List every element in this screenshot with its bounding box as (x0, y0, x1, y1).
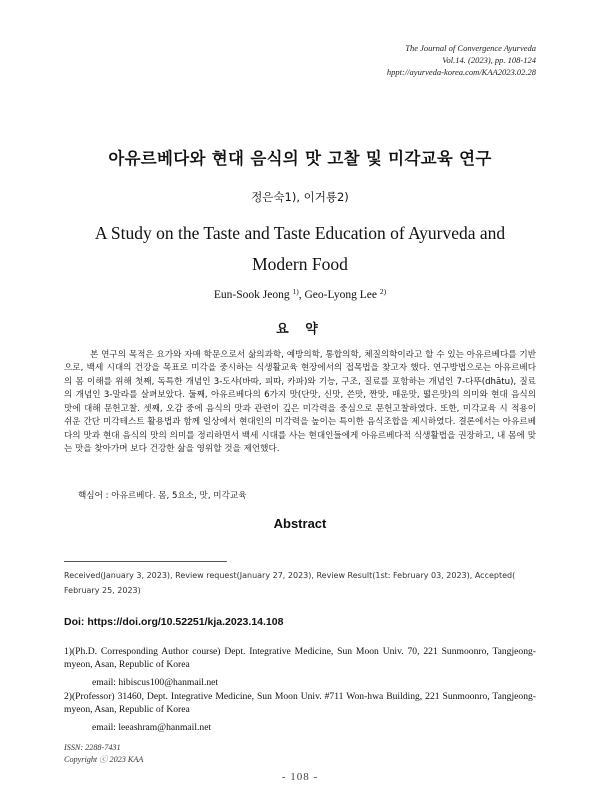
footer-info (64, 742, 143, 766)
footnote-divider (64, 561, 227, 562)
doi-link[interactable]: Doi: https://doi.org/10.52251/kja.2023.14.108 (64, 616, 284, 628)
journal-volume-pages: Vol.14. (2023), pp. 108-124 (442, 55, 536, 65)
copyright: Copyright ⓒ 2023 KAA (64, 755, 144, 764)
issn: ISSN: 2288-7431 (64, 743, 121, 752)
author2-name: Geo-Lyong Lee (304, 289, 377, 301)
affiliation-1: 1)(Ph.D. Corresponding Author course) Dept. Integrative Medicine, Sun Moon Univ. 70, 221 Sunmoonro, Tangjeong-myeon, Asan, Republic of Korea (64, 646, 536, 670)
journal-header (387, 42, 536, 78)
journal-url: hppt://ayurveda-korea.com/KAA2023.02.28 (386, 67, 536, 77)
email-2[interactable]: email: leeashram@hanmail.net (92, 722, 212, 733)
authors-english (0, 287, 600, 301)
paper-title-english-line2: Modern Food (252, 254, 348, 274)
page-number: - 108 - (281, 771, 319, 783)
journal-name: The Journal of Convergence Ayurveda (405, 43, 536, 53)
abstract-korean-text: 본 연구의 목적은 요가와 자매 학문으로서 삶의과학, 예방의학, 통합의학, 체질의학이라고 할 수 있는 아유르베다를 기반으로, 백세 시대의 건강을 목표로 미각을 중시하는 식생활교육 현장에서의 접목법을 찾고자 했다. 연구방법으로는 아유르베다의 몸 이해를 위해 첫째, 독특한 개념인 3-도샤(바따, 피따, 카파)와 기능, 구조, 질료를 포함하는 개념인 7-다뚜(dhātu), 질료의 개념인 3-말라를 살펴보았다. 둘째, 아유르베다의 6가지 맛(단맛, 신맛, 쓴맛, 짠맛, 매운맛, 떫은맛)의 의미와 현대 음식의 맛에 대해 문헌고찰. 셋째, 오감 중에 음식의 맛과 관련이 깊은 미각력을 중심으로 문헌고찰하였다. 또한, 미각교육 시 적용이 쉬운 간단 미각테스트 활용법과 함께 일상에서 현대인의 미각력을 높이는 특이한 음식조합을 제시하였다. 결론에서는 아유르베다의 맛과 현대 음식의 맛의 의미를 정리하면서 백세 시대를 사는 현대인들에게 아유르베다적 식생활법을 권장하고, 내 몸에 맞는 맛을 찾아가며 보다 건강한 삶을 영위할 것을 제언했다. (64, 350, 536, 455)
author1-mark: 1) (292, 287, 299, 296)
author2-mark: 2) (379, 287, 387, 296)
received-info: Received(January 3, 2023), Review request(January 27, 2023), Review Result(1st: February 03, 2023), Accepted( February 25, 2023) (64, 571, 516, 595)
email-1[interactable]: email: hibiscus100@hanmail.net (92, 677, 219, 688)
keywords-korean: 핵심어 : 아유르베다. 몸, 5요소, 맛, 미각교육 (78, 491, 247, 501)
abstract-korean-heading: 요 약 (276, 322, 324, 337)
authors-korean: 정은숙1), 이거룡2) (251, 190, 349, 204)
author1-name: Eun-Sook Jeong (213, 289, 290, 301)
paper-title-korean: 아유르베다와 현대 음식의 맛 고찰 및 미각교육 연구 (108, 149, 492, 168)
author-separator: , (298, 289, 302, 301)
affiliation-2: 2)(Professor) 31460, Dept. Integrative Medicine, Sun Moon Univ. #711 Won-hwa Building, 221 Sunmoonro, Tangjeong-myeon, Asan, Republic of Korea (64, 691, 536, 715)
abstract-english-heading: Abstract (273, 516, 327, 531)
paper-title-english (70, 218, 530, 280)
paper-title-english-line1: A Study on the Taste and Taste Education of Ayurveda and (94, 223, 506, 243)
